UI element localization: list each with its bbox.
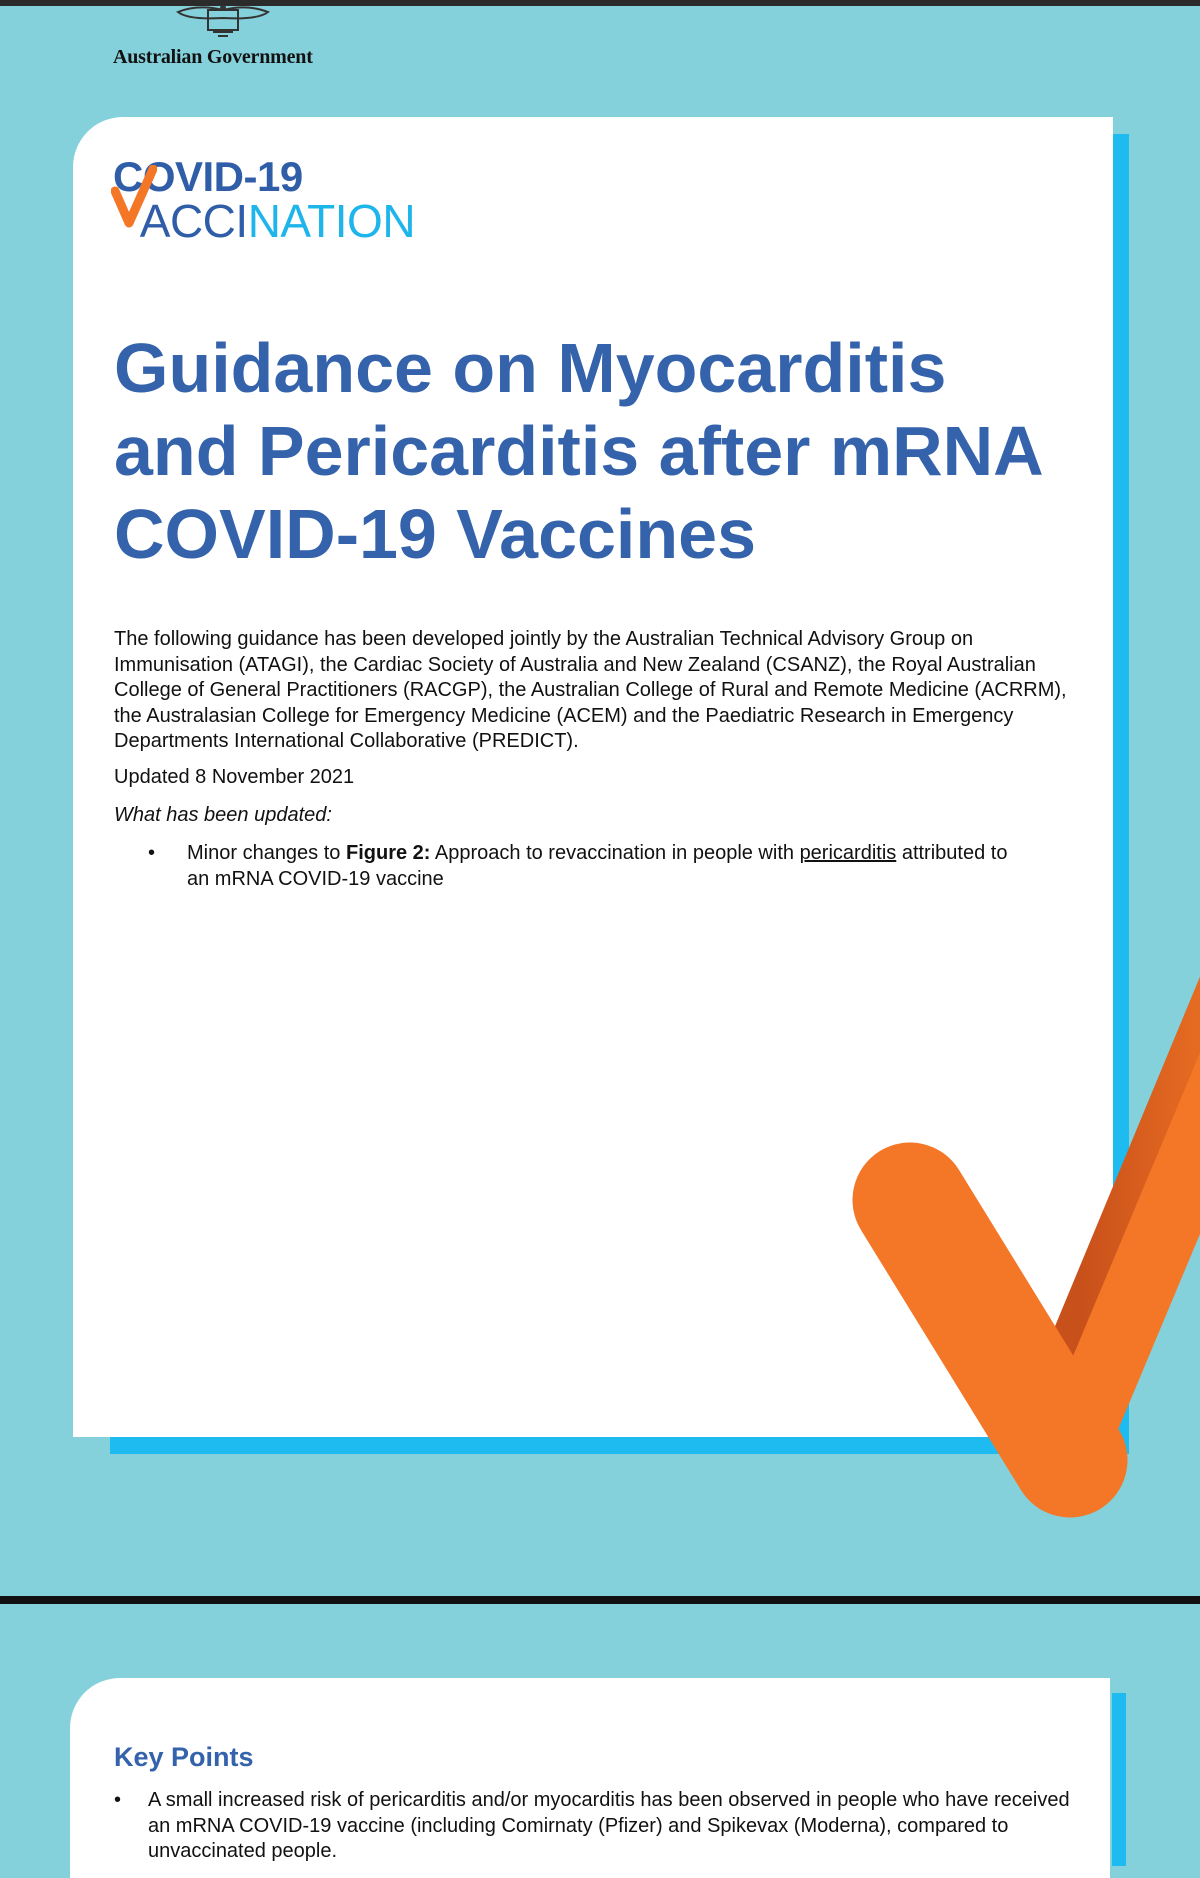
bullet-icon: • [148, 842, 156, 864]
bullet-icon: • [114, 1789, 122, 1811]
updated-date: Updated 8 November 2021 [114, 766, 355, 788]
government-label: Australian Government [113, 46, 313, 68]
page2-card [70, 1678, 1110, 1878]
coat-of-arms-icon [168, 2, 278, 42]
logo-vaccination-text: ACCINATION [139, 195, 416, 247]
large-check-icon [830, 960, 1200, 1540]
document-title: Guidance on Myocarditis and Pericarditis after mRNA COVID-19 Vaccines [114, 329, 1042, 573]
intro-paragraph: The following guidance has been developed jointly by the Australian Technical Advisory Group on Immunisation (ATAGI), the Cardiac Society of Australia and New Zealand (CSANZ), the Royal Australian College of General Practitioners (RACGP), the Australian College of Rural and Remote Medicine (ACRRM), the Australasian College for Emergency Medicine (ACEM) and the Paediatric Research in Emergency Departments International Collaborative (PREDICT). [114, 628, 1067, 752]
update-list [114, 841, 1014, 892]
list-item: • A small increased risk of pericarditis and/or myocarditis has been observed in people who have received an mRNA COVID-19 vaccine (including Comirnaty (Pfizer) and Spikevax (Moderna), compared to unvaccinated people. [114, 1789, 1070, 1862]
list-item: • Minor changes to Figure 2: Approach to revaccination in people with pericarditis attributed to an mRNA COVID-19 vaccine [148, 842, 1008, 890]
pericarditis-link[interactable]: pericarditis [799, 842, 897, 864]
page-divider [0, 1596, 1200, 1604]
key-points-list [114, 1788, 1074, 1865]
page2-card-shadow [1112, 1693, 1126, 1866]
what-updated-label: What has been updated: [114, 804, 332, 826]
logo-covid-text: COVID-19 [113, 153, 303, 200]
key-points-heading: Key Points [114, 1742, 254, 1772]
orange-check-icon [111, 165, 157, 231]
